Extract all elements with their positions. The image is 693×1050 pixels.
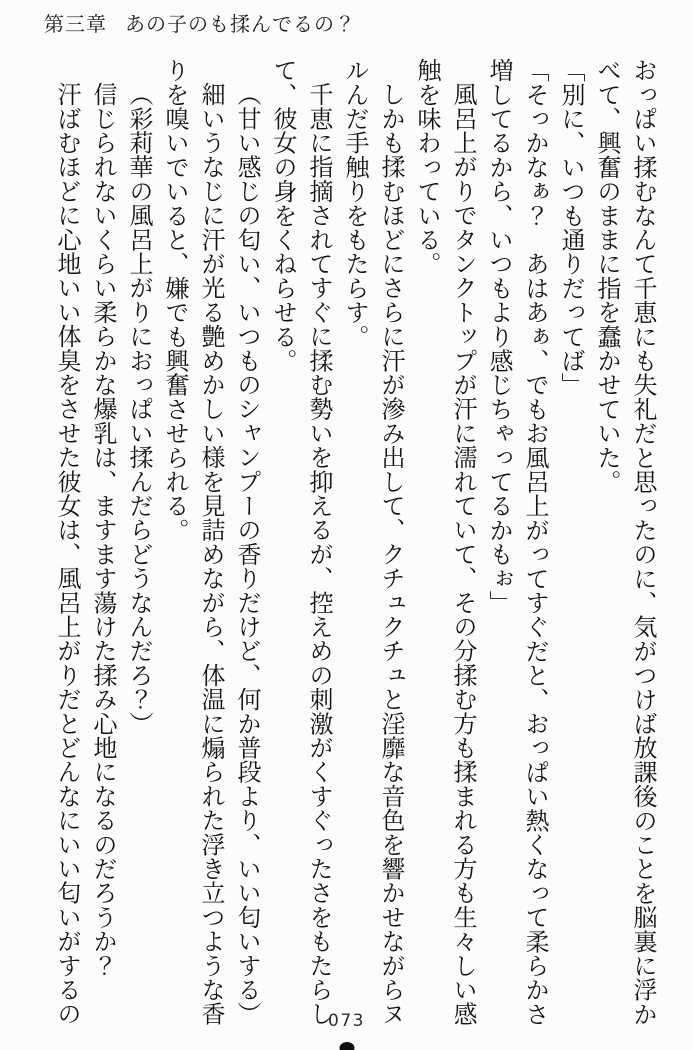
paragraph: （甘い感じの匂い、いつものシャンプーの香りだけど、何か普段より、いい匂いする） [233,82,259,1026]
paragraph: 風呂上がりでタンクトップが汗に濡れていて、その分揉む方も揉まれる方も生々しい感触を味わっている。 [413,58,475,1026]
body-text [44,58,660,1040]
paragraph: おっぱい揉むなんて千恵にも失礼だと思ったのに、気がつけば放課後のことを脳裏に浮かべて、興奮のままに指を蠢かせていた。 [593,58,655,1026]
paragraph: 信じられないくらい柔らかな爆乳は、ますます蕩けた揉み心地になるのだろうか？ [89,82,115,978]
paragraph: 千恵に指摘されてすぐに揉む勢いを抑えるが、控えめの刺激がくすぐったさをもたらして、彼女の身をくねらせる。 [269,58,331,1026]
paragraph: 汗ばむほどに心地いい体臭をさせた彼女は、風呂上がりだとどんなにいい匂いがするの [53,82,79,1026]
paragraph: 「別に、いつも通りだってば」 [557,58,583,397]
paragraph: 細いうなじに汗が光る艶めかしい様を見詰めながら、体温に煽られた浮き立つような香りを嗅いでいると、嫌でも興奮させられる。 [161,58,223,1026]
chapter-number: 第三章 [44,14,107,36]
paragraph: 「そっかなぁ？ あはあぁ、でもお風呂上がってすぐだと、おっぱい熱くなって柔らかさ増してるから、いつもより感じちゃってるかもぉ」 [485,58,547,1026]
binding-dot-icon [339,1042,354,1050]
paragraph: しかも揉むほどにさらに汗が滲み出して、クチュクチュと淫靡な音色を響かせながらヌルんだ手触りをもたらす。 [341,58,403,1026]
chapter-title: あの子のも揉んでるの？ [125,14,356,36]
page-number: 073 [328,1011,365,1031]
paragraph: （彩莉華の風呂上がりにおっぱい揉んだらどうなんだろ？） [125,82,151,736]
chapter-header [44,8,356,37]
